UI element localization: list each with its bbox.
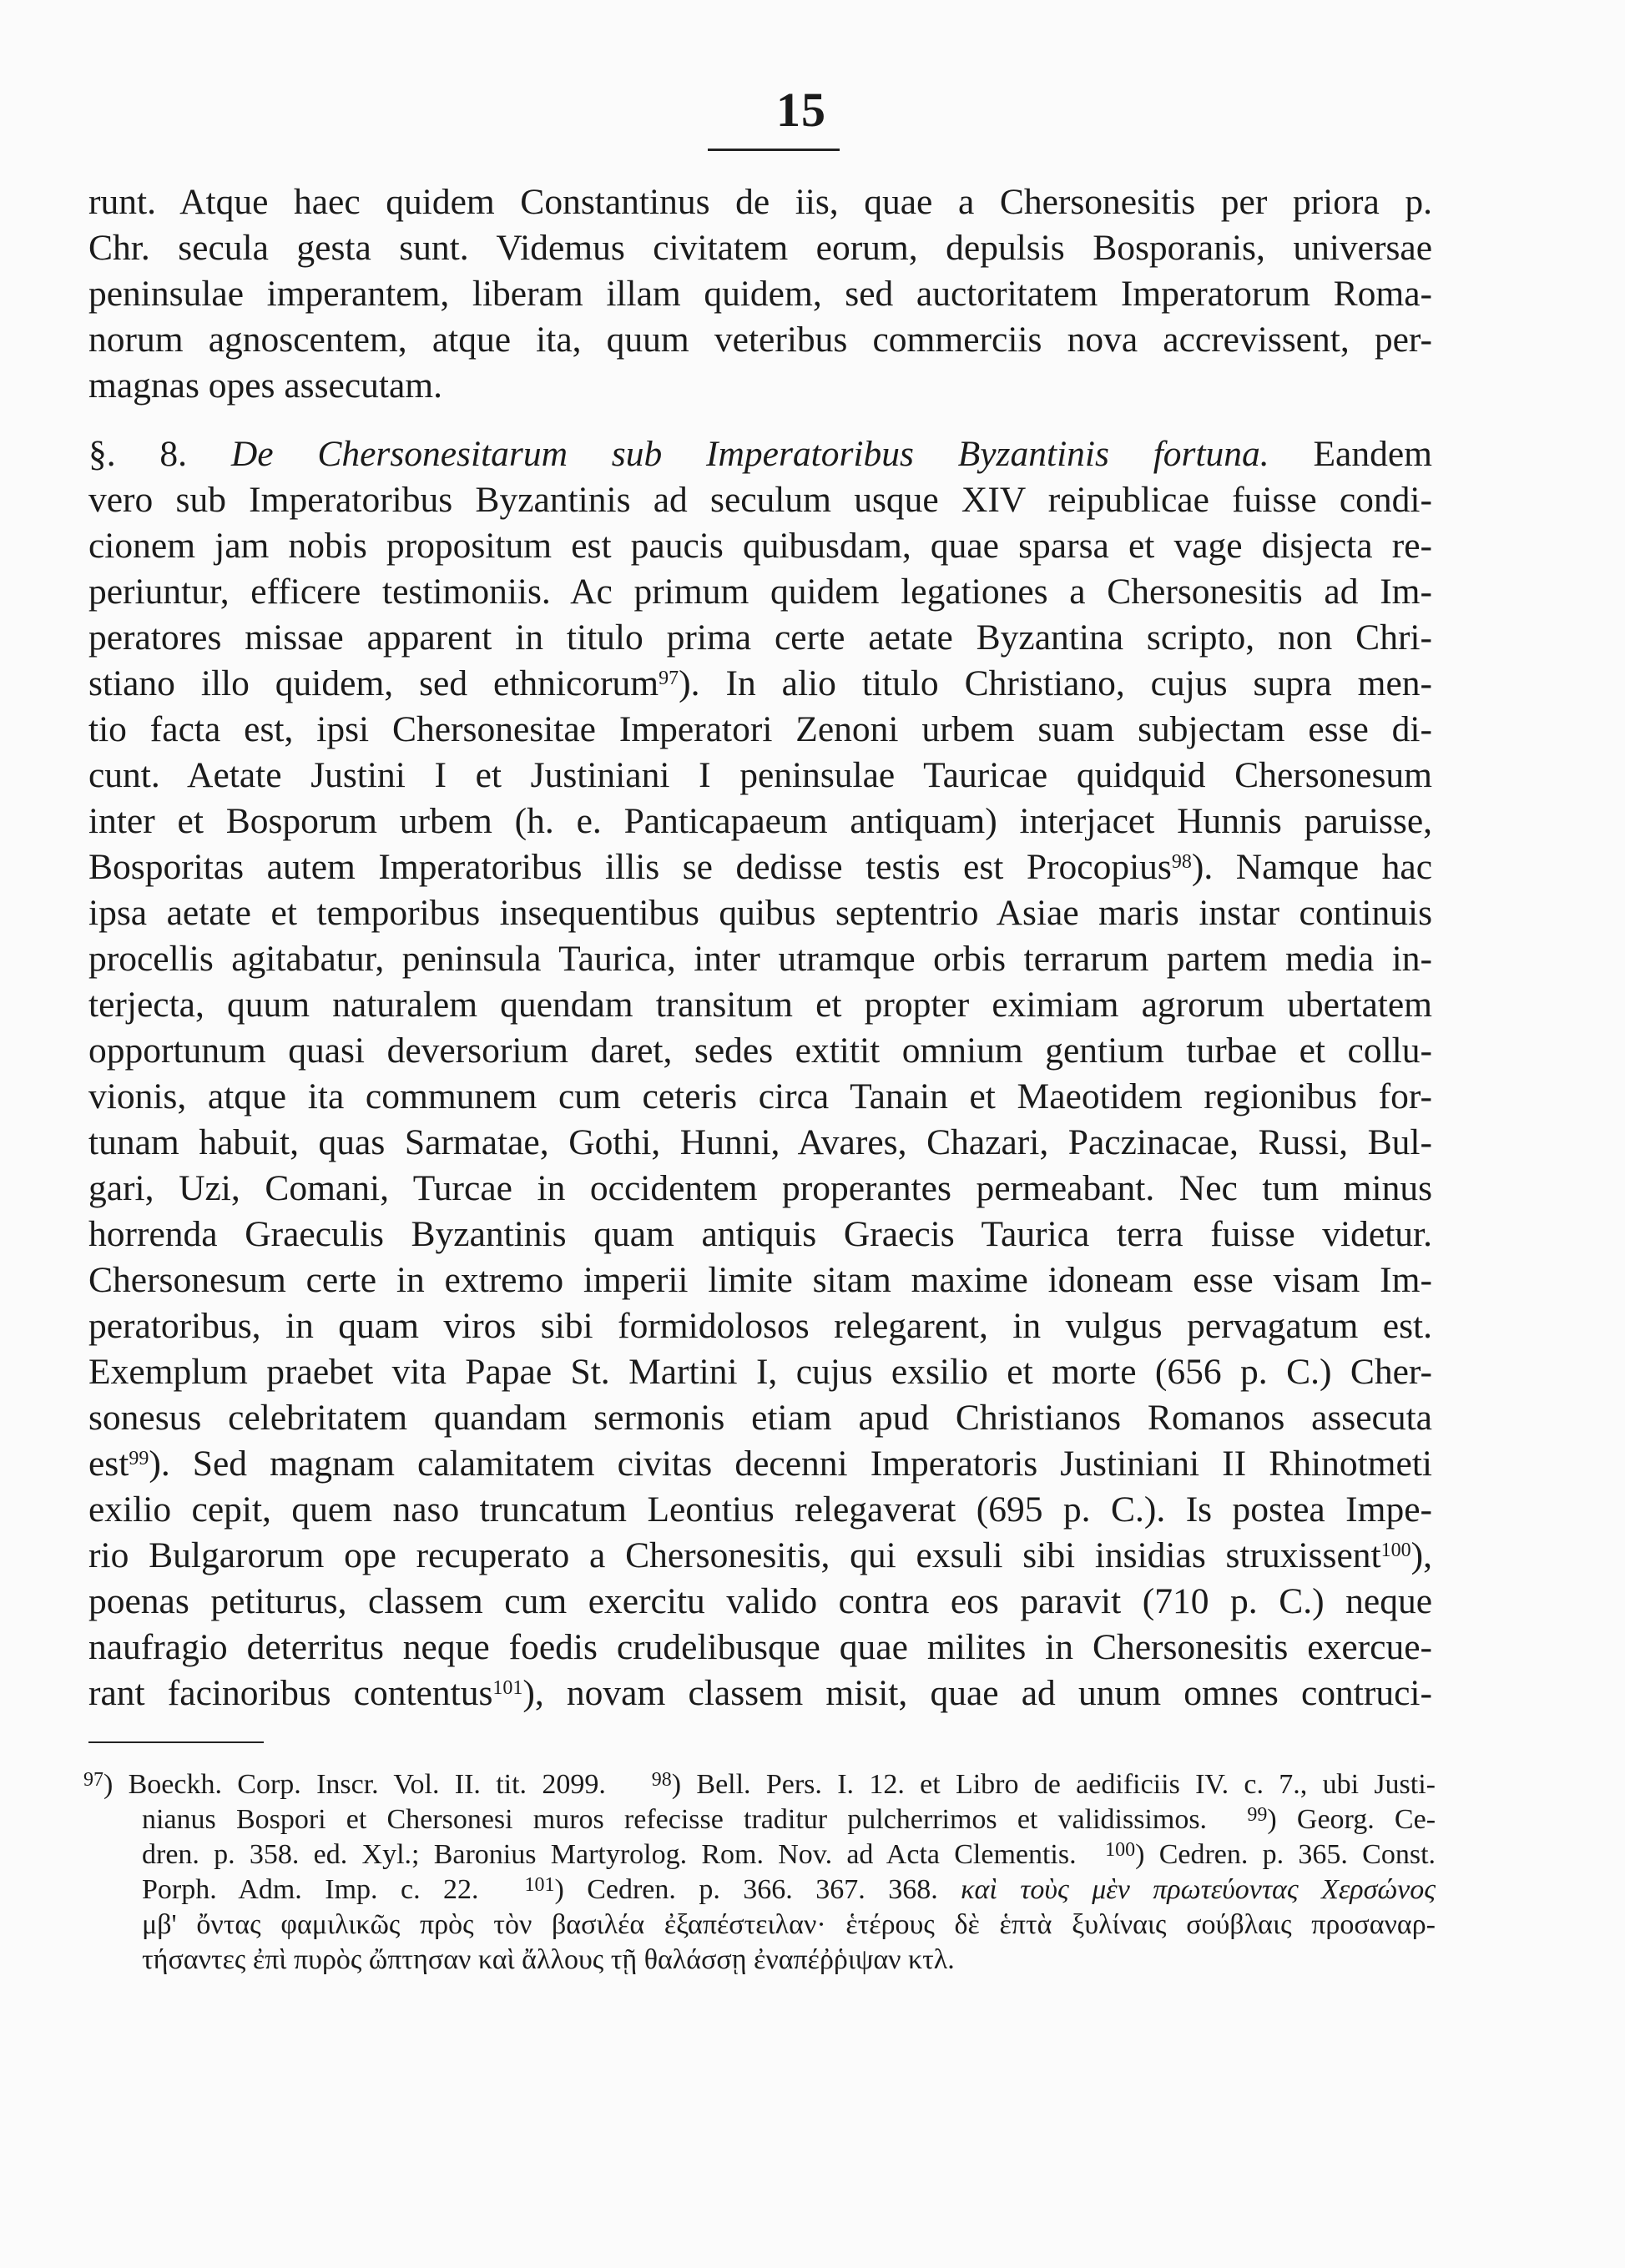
text-line: ipsa aetate et temporibus insequentibus quibus septentrio Asiae maris instar continuis (88, 893, 1432, 933)
footnote-ref-100: 100 (1380, 1540, 1411, 1561)
text-line (88, 844, 1432, 890)
footnote-number: 98 (651, 1769, 672, 1791)
footnote-line (83, 1837, 1436, 1872)
text-line: cionem jam nobis propositum est paucis quibusdam, quae sparsa et vage disjecta re- (88, 526, 1432, 566)
footnote-text: ) Georg. Ce- (1267, 1804, 1436, 1835)
text-segment: ), novam classem misit, quae ad unum omnes contruci- (522, 1673, 1432, 1713)
text-line: runt. Atque haec quidem Constantinus de iis, quae a Chersonesitis per priora p. (88, 182, 1432, 222)
text-segment: Bosporitas autem Imperatoribus illis se dedisse testis est Procopius (88, 847, 1172, 887)
text-line: horrenda Graeculis Byzantinis quam antiquis Graecis Taurica terra fuisse videtur. (88, 1214, 1432, 1254)
footnote-text: ) Boeckh. Corp. Inscr. Vol. II. tit. 2099. (103, 1769, 606, 1800)
text-segment: est (88, 1444, 129, 1484)
greek-quotation: καὶ τοὺς μὲν πρωτεύοντας Χερσώνος (961, 1874, 1436, 1905)
footnote-text: ) Cedren. p. 366. 367. 368. (554, 1874, 938, 1905)
text-line: peratores missae apparent in titulo prima certe aetate Byzantina scripto, non Chri- (88, 617, 1432, 658)
footnote-number: 101 (524, 1874, 555, 1896)
section-heading-line (88, 431, 1432, 477)
text-line: tunam habuit, quas Sarmatae, Gothi, Hunni, Avares, Chazari, Paczinacae, Russi, Bul- (88, 1122, 1432, 1162)
text-line: magnas opes assecutam. (88, 365, 442, 406)
footnote-line (83, 1872, 1436, 1908)
text-segment: rio Bulgarorum ope recuperato a Chersonesitis, qui exsuli sibi insidias struxissent (88, 1535, 1381, 1575)
text-segment: ). Sed magnam calamitatem civitas decenni Imperatoris Justiniani II Rhinotmeti (149, 1444, 1432, 1484)
header-rule (708, 149, 840, 151)
footnote-text: dren. p. 358. ed. Xyl.; Baronius Martyrolog. Rom. Nov. ad Acta Clementis. (142, 1839, 1077, 1870)
text-line (88, 661, 1432, 707)
text-line: tio facta est, ipsi Chersonesitae Imperatori Zenoni urbem suam subjectam esse di- (88, 709, 1432, 749)
text-segment: stiano illo quidem, sed ethnicorum (88, 663, 659, 703)
footnote-line: τήσαντες ἐπὶ πυρὸς ὤπτησαν καὶ ἄλλους τῇ θαλάσσῃ ἐναπέῤῥιψαν κτλ. (142, 1944, 955, 1975)
footnote-line: μβ' ὄντας φαμιλικῶς πρὸς τὸν βασιλέα ἐξαπέστειλαν· ἑτέρους δὲ ἑπτὰ ξυλίναις σούβλαις προσαναρ- (142, 1909, 1436, 1940)
text-line: Chr. secula gesta sunt. Videmus civitatem eorum, depulsis Bosporanis, universae (88, 228, 1432, 268)
text-line: vero sub Imperatoribus Byzantinis ad seculum usque XIV reipublicae fuisse condi- (88, 480, 1432, 520)
page-number: 15 (776, 83, 826, 137)
footnote-number: 99 (1247, 1804, 1268, 1826)
text-line: gari, Uzi, Comani, Turcae in occidentem properantes permeabant. Nec tum minus (88, 1168, 1432, 1208)
text-line: sonesus celebritatem quandam sermonis etiam apud Christianos Romanos assecuta (88, 1398, 1432, 1438)
footnote-line (83, 1767, 1436, 1802)
text-segment: ). Namque hac (1191, 847, 1432, 887)
footnote-ref-98: 98 (1171, 851, 1192, 873)
footnote-line (83, 1802, 1436, 1837)
text-line: periuntur, efficere testimoniis. Ac primum quidem legationes a Chersonesitis ad Im- (88, 572, 1432, 612)
text-line: norum agnoscentem, atque ita, quum veteribus commerciis nova accrevissent, per- (88, 320, 1432, 360)
footnote-ref-99: 99 (129, 1448, 149, 1469)
footnote-text: ) Cedren. p. 365. Const. (1135, 1839, 1436, 1870)
footnote-text: Porph. Adm. Imp. c. 22. (142, 1874, 479, 1905)
text-line: terjecta, quum naturalem quendam transitum et propter eximiam agrorum ubertatem (88, 985, 1432, 1025)
footnote-ref-97: 97 (659, 668, 679, 689)
text-line: cunt. Aetate Justini I et Justiniani I peninsulae Tauricae quidquid Chersonesum (88, 755, 1432, 795)
footnote-number: 100 (1105, 1839, 1136, 1861)
text-line: procellis agitabatur, peninsula Taurica, inter utramque orbis terrarum partem media in- (88, 939, 1432, 979)
footnote-text: nianus Bospori et Chersonesi muros refecisse traditur pulcherrimos et validissimos. (142, 1804, 1208, 1835)
section-mark: §. 8. (88, 434, 188, 474)
section-continuation: Eandem (1313, 434, 1432, 474)
footnote-text: ) Bell. Pers. I. 12. et Libro de aedificiis IV. c. 7., ubi Justi- (671, 1769, 1436, 1800)
text-line: naufragio deterritus neque foedis crudelibusque quae milites in Chersonesitis exercue- (88, 1627, 1432, 1667)
text-line (88, 1533, 1432, 1579)
footnote-number: 97 (83, 1769, 103, 1791)
text-line: Exemplum praebet vita Papae St. Martini I, cujus exsilio et morte (656 p. C.) Cher- (88, 1352, 1432, 1392)
text-line: inter et Bosporum urbem (h. e. Panticapaeum antiquam) interjacet Hunnis paruisse, (88, 801, 1432, 841)
text-line: opportunum quasi deversorium daret, sedes extitit omnium gentium turbae et collu- (88, 1031, 1432, 1071)
text-line: exilio cepit, quem naso truncatum Leontius relegaverat (695 p. C.). Is postea Impe- (88, 1489, 1432, 1530)
text-segment: rant facinoribus contentus (88, 1673, 493, 1713)
text-line: Chersonesum certe in extremo imperii limite sitam maxime idoneam esse visam Im- (88, 1260, 1432, 1300)
footnote-rule (88, 1741, 264, 1743)
text-line: poenas petiturus, classem cum exercitu valido contra eos paravit (710 p. C.) neque (88, 1581, 1432, 1621)
text-line: peninsulae imperantem, liberam illam quidem, sed auctoritatem Imperatorum Roma- (88, 274, 1432, 314)
text-segment: ). In alio titulo Christiano, cujus supra men- (679, 663, 1432, 703)
body-text (88, 179, 1432, 1716)
footnotes (83, 1767, 1436, 1978)
footnote-ref-101: 101 (492, 1677, 523, 1699)
text-line: peratoribus, in quam viros sibi formidolosos relegarent, in vulgus pervagatum est. (88, 1306, 1432, 1346)
text-line: vionis, atque ita communem cum ceteris circa Tanain et Maeotidem regionibus for- (88, 1076, 1432, 1116)
text-line (88, 1671, 1432, 1716)
section-title: De Chersonesitarum sub Imperatoribus Byzantinis fortuna. (230, 434, 1269, 474)
text-line (88, 1441, 1432, 1487)
text-segment: ), (1411, 1535, 1432, 1575)
